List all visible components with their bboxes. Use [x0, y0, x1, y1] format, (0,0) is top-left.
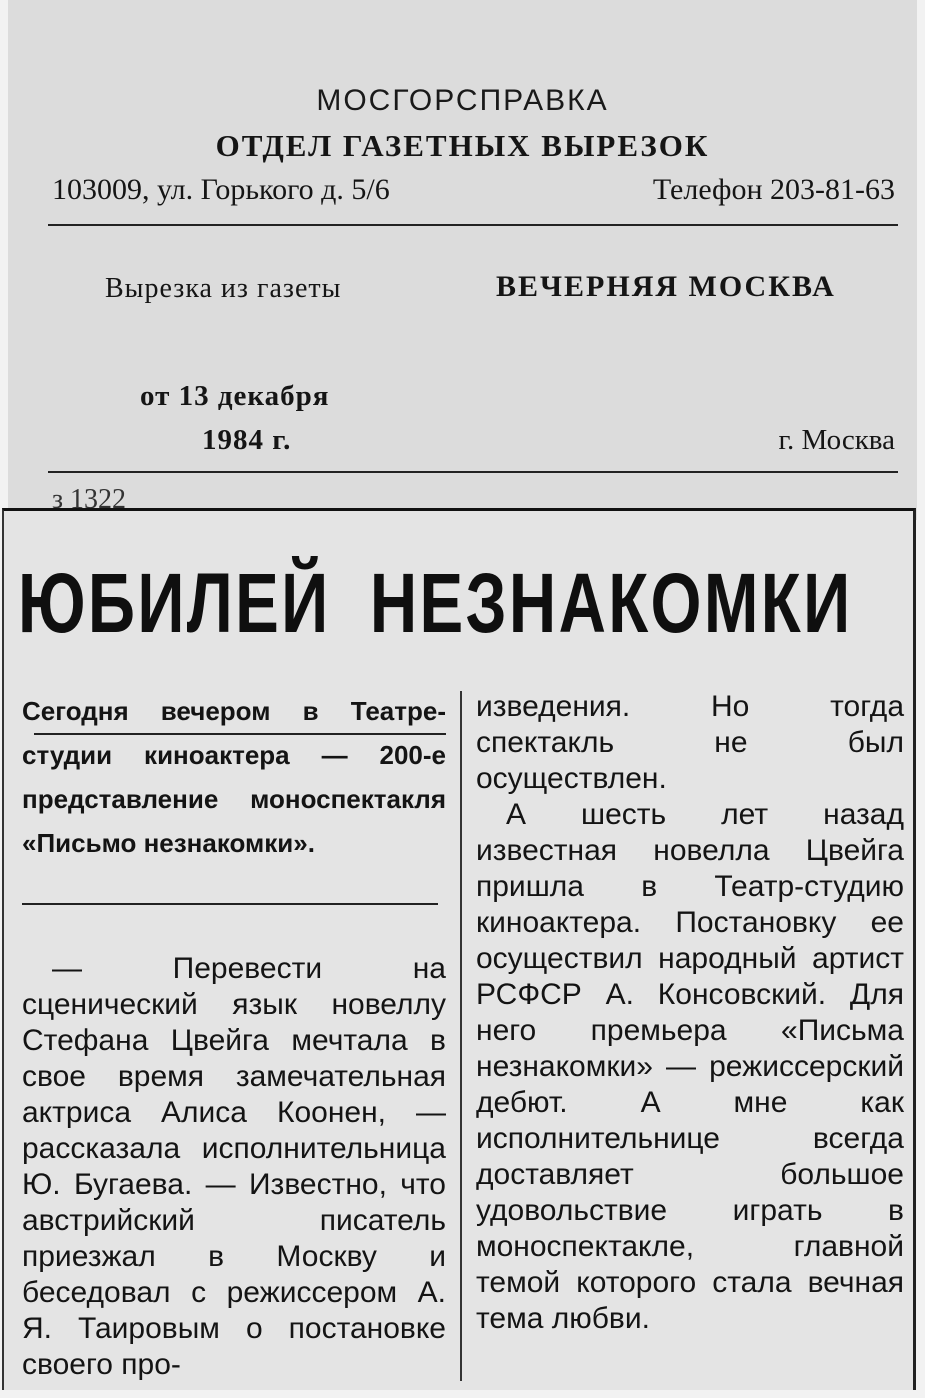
clip-number: з 1322 [52, 484, 127, 508]
article-column-left [22, 951, 446, 1383]
article-paragraph: — Перевести на сценический язык новеллу Стефана Цвейга мечтала в свое время замечательная актриса Алиса Коонен, — рассказала исполнительница Ю. Бугаева. — Известно, что австрийский писатель приезжал в Москву и беседовал с режиссером А. Я. Таировым о постановке своего про- [22, 952, 446, 1381]
article-lead [22, 689, 446, 873]
agency-department: ОТДЕЛ ГАЗЕТНЫХ ВЫРЕЗОК [215, 128, 710, 163]
newspaper-clipping [2, 508, 916, 1390]
clip-source-label: Вырезка из газеты [105, 273, 342, 304]
newspaper-name: ВЕЧЕРНЯЯ МОСКВА [496, 270, 836, 303]
footer-divider [48, 471, 898, 473]
clip-date: от 13 декабря [140, 380, 330, 412]
agency-name: МОСГОРСПРАВКА [316, 84, 609, 117]
lead-text: Сегодня вечером в Театре-студии киноактера — 200-е представление моноспектакля «Письмо незнакомки». [22, 696, 446, 858]
article-column-right [476, 689, 904, 1337]
clip-city: г. Москва [778, 424, 895, 456]
column-divider [460, 691, 462, 1381]
article-paragraph: изведения. Но тогда спектакль не был осуществлен. [476, 690, 904, 795]
clipping-service-header [8, 0, 917, 520]
article-paragraph: А шесть лет назад известная новелла Цвейга пришла в Театр-студию киноактера. Постановку ее осуществил народный артист РСФСР А. Консовский. Для него премьера «Письма незнакомки» — режиссерский дебют. А мне как исполнительнице всегда доставляет большое удовольствие играть в моноспектакле, главной темой которого стала вечная тема любви. [476, 798, 904, 1335]
article-headline: ЮБИЛЕЙ НЕЗНАКОМКИ [18, 556, 853, 650]
clip-year: 1984 г. [202, 424, 292, 456]
lead-underline [34, 733, 446, 735]
agency-address: 103009, ул. Горького д. 5/6 [52, 173, 390, 206]
header-divider [48, 224, 898, 226]
agency-phone: Телефон 203-81-63 [652, 173, 895, 206]
lead-bottom-rule [22, 903, 438, 905]
